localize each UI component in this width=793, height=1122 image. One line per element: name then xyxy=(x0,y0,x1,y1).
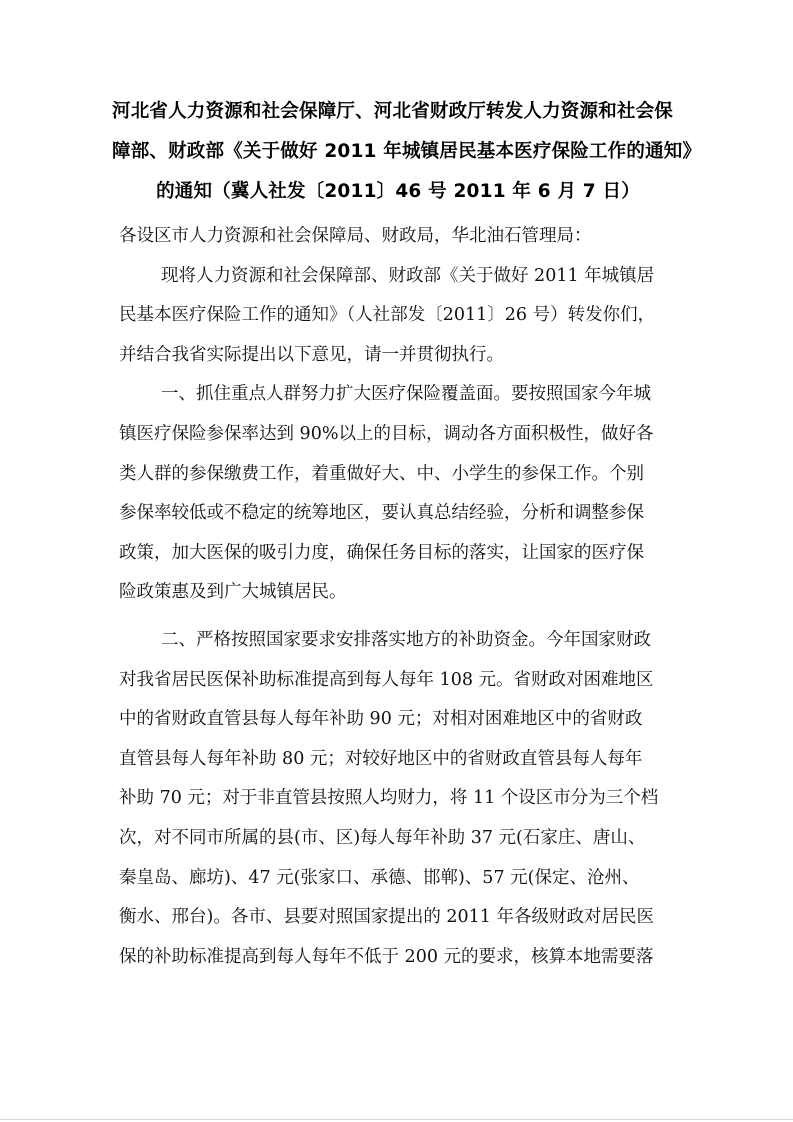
title-line: 的通知（冀人社发〔2011〕46 号 2011 年 6 月 7 日） xyxy=(156,181,640,202)
paragraph-line: 衡水、邢台)。各市、县要对照国家提出的 2011 年各级财政对居民医 xyxy=(119,907,654,928)
document-title xyxy=(112,92,702,212)
intro-paragraph xyxy=(119,257,684,376)
paragraph-line: 直管县每人每年补助 80 元；对较好地区中的省财政直管县每人每年 xyxy=(119,748,643,769)
paragraph-line: 对我省居民医保补助标准提高到每人每年 108 元。省财政对困难地区 xyxy=(119,669,654,690)
salutation: 各设区市人力资源和社会保障局、财政局，华北油石管理局： xyxy=(119,226,592,246)
paragraph-spacing xyxy=(119,613,684,621)
paragraph-line: 政策，加大医保的吸引力度，确保任务目标的落实，让国家的医疗保 xyxy=(119,542,644,563)
paragraph-line: 保的补助标准提高到每人每年不低于 200 元的要求，核算本地需要落 xyxy=(119,946,654,967)
paragraph-line: 一、抓住重点人群努力扩大医疗保险覆盖面。要按照国家今年城 xyxy=(161,384,651,405)
section-1-paragraph xyxy=(119,375,684,613)
paragraph-line: 现将人力资源和社会保障部、财政部《关于做好 2011 年城镇居 xyxy=(161,265,655,286)
paragraph-line: 参保率较低或不稳定的统筹地区，要认真总结经验，分析和调整参保 xyxy=(119,503,644,524)
paragraph-line: 二、严格按照国家要求安排落实地方的补助资金。今年国家财政 xyxy=(161,629,651,650)
paragraph-line: 镇医疗保险参保率达到 90%以上的目标，调动各方面积极性，做好各 xyxy=(119,423,654,444)
paragraph-line: 补助 70 元；对于非直管县按照人均财力，将 11 个设区市分为三个档 xyxy=(119,788,659,809)
paragraph-line: 并结合我省实际提出以下意见，请一并贯彻执行。 xyxy=(119,344,504,365)
paragraph-line: 秦皇岛、廊坊)、47 元(张家口、承德、邯郸)、57 元(保定、沧州、 xyxy=(119,867,640,888)
page-bottom-divider xyxy=(0,1119,793,1120)
title-line: 河北省人力资源和社会保障厅、河北省财政厅转发人力资源和社会保 xyxy=(112,101,674,122)
paragraph-line: 次，对不同市所属的县(市、区)每人每年补助 37 元(石家庄、唐山、 xyxy=(119,827,646,848)
paragraph-line: 中的省财政直管县每人每年补助 90 元；对相对困难地区中的省财政 xyxy=(119,709,643,730)
paragraph-line: 险政策惠及到广大城镇居民。 xyxy=(119,582,347,603)
paragraph-line: 类人群的参保缴费工作，着重做好大、中、小学生的参保工作。个别 xyxy=(119,463,644,484)
section-2-paragraph xyxy=(119,621,684,977)
title-line: 障部、财政部《关于做好 2011 年城镇居民基本医疗保险工作的通知》 xyxy=(112,141,702,162)
paragraph-line: 民基本医疗保险工作的通知》（人社部发〔2011〕26 号）转发你们， xyxy=(119,305,656,326)
document-body xyxy=(119,217,684,977)
